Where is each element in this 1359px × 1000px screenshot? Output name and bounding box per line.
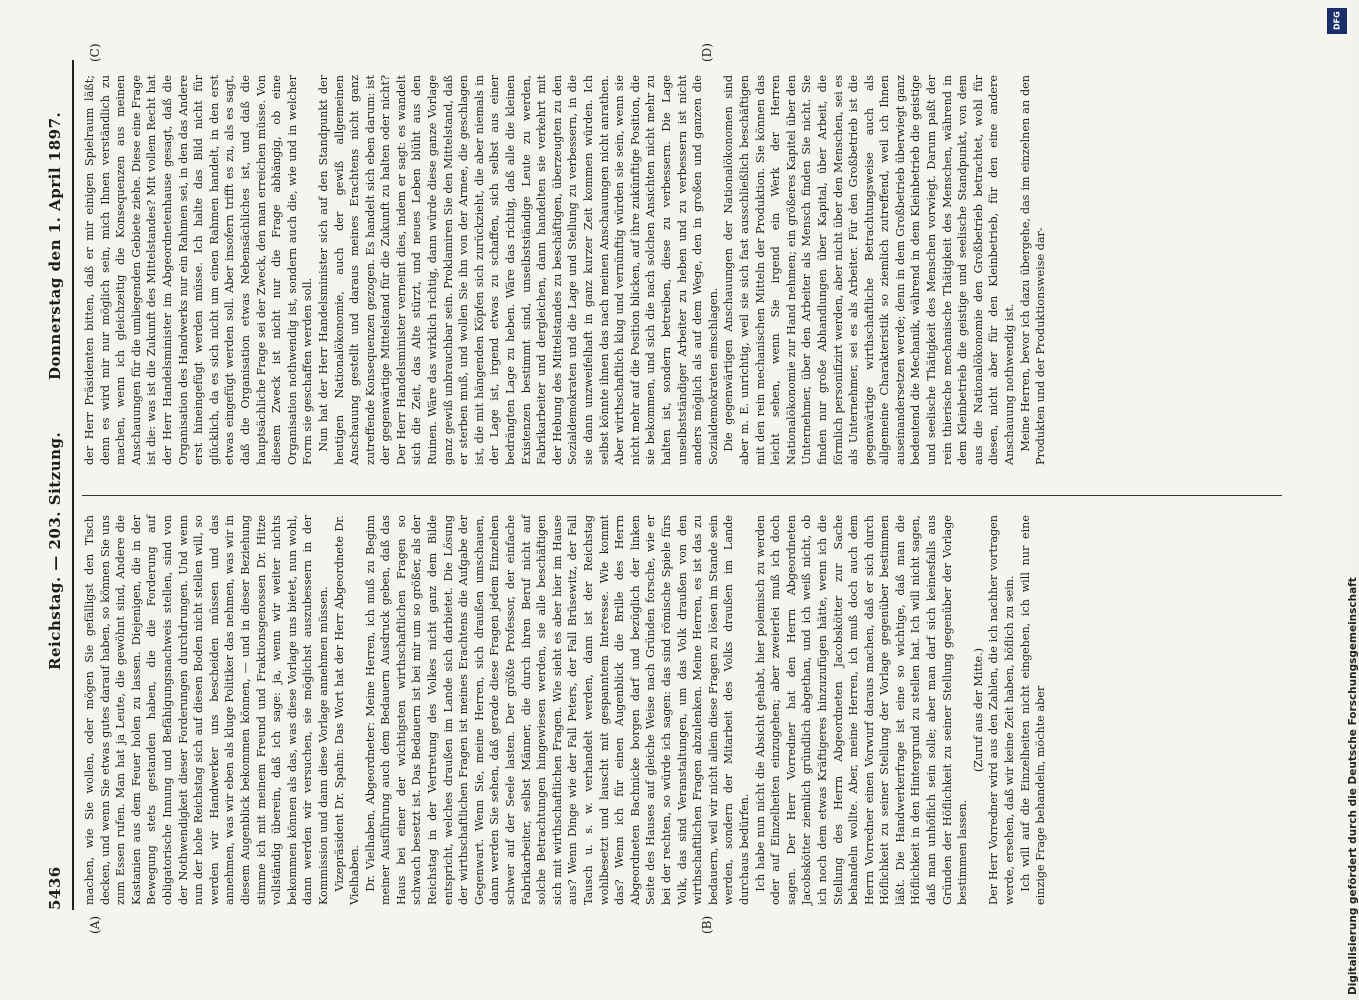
paragraph: Ich habe nun nicht die Absicht gehabt, hier polemisch zu werden oder auf Einzelheiten einzugehen; aber zweierlei muß ich doch sagen. Der Herr Vorredner hat den Herrn Abgeordneten Jacobskötter ziemlich gründlich abgethan, und ich weiß nicht, ob ich noch dem etwas Kräftigeres hinzuzufügen hätte, wenn ich die Stellung des Herrn Abgeordneten Jacobskötter zur Sache behandeln wollte. Aber, meine Herren, ich muß doch auch dem Herrn Vorredner einen Vorwurf daraus machen, daß er sich durch Höflichkeit zu seiner Stellung der Vorlage gegenüber bestimmen läßt. Die Handwerkerfrage ist eine so wichtige, daß man die Höflichkeit in den Hintergrund zu stellen hat. Ich will nicht sagen, daß man unhöflich sein solle; aber man darf sich keinesfalls aus Gründen der Höflichkeit zu seiner Stellung gegenüber der Vorlage bestimmen lassen.	[753, 515, 970, 905]
paragraph: der Herr Präsidenten bitten, daß er mir einigen Spielraum läßt; denn es wird mir nur möglich sein, mich Ihnen verständlich zu machen, wenn ich gleichzeitig die Konsequenzen aus meinen Anschauungen für die umliegenden Gebiete ziehe. Diese eine Frage ist die: was ist die Zukunft des Mittelstandes? Mit vollem Recht hat der Herr Handelsminister im Abgeordnetenhause gesagt, daß die Organisation des Handwerks nur ein Rahmen sei, in den das Andere erst hineingefügt werden müsse. Ich halte das Bild nicht für glücklich, da es sich nicht um einen Rahmen handelt, in den erst etwas eingefügt werden soll. Aber insofern trifft es zu, als es sagt, daß die Organisation etwas Nebensächliches ist, und daß die hauptsächliche Frage sei der Zweck, den man erreichen müsse. Von diesem Zweck ist nicht nur die Frage abhängig, ob eine Organisation nothwendig ist, sondern auch die, wie und in welcher Form sie geschaffen werden soll.	[83, 75, 315, 465]
paragraph: Die gegenwärtigen Anschauungen der Nationalökonomen sind aber m. E. unrichtig, weil sie sich fast ausschließlich beschäftigen mit den rein mechanischen Mitteln der Produktion. Sie können das leicht sehen, wenn Sie irgend ein Werk der Herren Nationalökonomie zur Hand nehmen; ein größeres Kapitel über den Unternehmer, über den Arbeiter als Mensch finden Sie nicht. Sie finden nur große Abhandlungen über Kapital, über Arbeit, die förmlich personifizirt werden, aber nicht über den Menschen, sei es als Unternehmer, sei es als Arbeiter. Für den Großbetrieb ist die gegenwärtige wirthschaftliche Betrachtungsweise auch als allgemeine Charakteristik so ziemlich zutreffend, weil ich Ihnen auseinandersetzen werde; denn in dem Großbetrieb überwiegt ganz bedeutend die Mechanik, während in dem Kleinbetrieb die geistige und seelische Thätigkeit des Menschen vorwiegt. Darum paßt der rein thierische mechanische Thätigkeit des Menschen, während in dem Kleinbetrieb die geistige und seelische Standpunkt, von dem aus die Nationalökonomie den Großbetrieb betrachtet, wohl für diesen, nicht aber für den Kleinbetrieb, für den eine andere Anschauung nothwendig ist.	[722, 75, 1017, 465]
speaker-intro: Vizepräsident Dr. Spahn: Das Wort hat der Herr Abgeordnete Dr. Vielhaben.	[332, 515, 362, 905]
page-header	[44, 60, 70, 940]
digitization-footer	[1323, 0, 1359, 1000]
session-date: Donnerstag den 1. April 1897.	[46, 111, 64, 380]
paragraph: Ich will auf die Einzelheiten nicht eingehen, ich will nur eine einzige Frage behandeln, möchte aber	[1018, 515, 1048, 905]
session-title: Reichstag. — 203. Sitzung.	[46, 431, 64, 670]
paragraph: Dr. Vielhaben, Abgeordneter: Meine Herren, ich muß zu Beginn meiner Ausführung auch dem Bedauern Ausdruck geben, daß das Haus bei einer der wichtigsten wirthschaftlichen Fragen so schwach besetzt ist. Das Bedauern ist bei mir um so größer, als der Reichstag in der Vertretung des Volkes nicht ganz dem Bilde entspricht, welches draußen im Lande sich darbietet. Die Lösung der wirthschaftlichen Fragen ist meines Erachtens die Aufgabe der Gegenwart. Wenn Sie, meine Herren, sich draußen umschauen, dann werden Sie sehen, daß gerade diese Fragen jedem Einzelnen schwer auf der Seele lasten. Der größte Professor, der einfache Fabrikarbeiter, selbst Männer, die durch ihren Beruf nicht auf solche Betrachtungen hingewiesen werden, sie alle beschäftigen sich mit wirthschaftlichen Fragen. Wie sieht es aber hier im Hause aus? Wenn Dinge wie der Fall Peters, der Fall Brüsewitz, der Fall Tausch u. s. w. verhandelt werden, dann ist der Reichstag wohlbesetzt und lauscht mit gespanntem Interesse. Wie kommt das? Wenn ich für einen Augenblick die Brille des Herrn Abgeordneten Bachnicke borgen darf und bezüglich der linken Seite des Hauses auf gleiche Weise nach Gründen forsche, wie er bei der rechten, so würde ich sagen: das sind römische Spiele fürs Volk, das sind Veranstaltungen, um das Volk draußen von den wirthschaftlichen Fragen abzulenken. Meine Herren, es ist das zu bedauern, weil wir nicht allein diese Fragen zu lösen im Stande sein werden, sondern der Mitarbeit des Volks draußen im Lande durchaus bedürfen.	[363, 515, 751, 905]
right-column	[82, 75, 1262, 465]
interjection: (Zuruf aus der Mitte.)	[971, 647, 985, 773]
dfg-logo-icon: DFG	[1327, 8, 1347, 34]
digitization-credit: Digitalisierung gefördert durch die Deutsche Forschungsgemeinschaft	[1347, 577, 1359, 995]
header-rule	[72, 60, 74, 910]
margin-letter-d: (D)	[700, 43, 714, 62]
paragraph: Meine Herren, bevor ich dazu übergehe, das im einzelnen an den Produkten und der Produktionsweise dar-	[1018, 75, 1048, 465]
paragraph: Nun hat der Herr Handelsminister sich auf den Standpunkt der heutigen Nationalökonomie, auch der gewiß allgemeinen Anschauung gestellt und daraus meines Erachtens nicht ganz zutreffende Konsequenzen gezogen. Es handelt sich eben darum: ist der gegenwärtige Mittelstand für die Zukunft zu halten oder nicht? Der Herr Handelsminister verneint dies, indem er sagt: es wandelt sich die Zeit, das Alte stürzt, und neues Leben blüht aus den Ruinen. Wäre das wirklich richtig, dann würde diese ganze Vorlage ganz gewiß unbrauchbar sein. Proklamiren Sie den Mittelstand, daß er sterben muß, und wollen Sie ihn von der Armee, die geschlagen ist, die mit hängenden Köpfen sich zurückzieht, die aber niemals in der Lage ist, irgend etwas zu schaffen, sich selbst aus einer bedrängten Lage zu heben. Wäre das richtig, daß alle die kleinen Existenzen bestimmt sind, unselbstständige Leute zu werden, Fabrikarbeiter und dergleichen, dann handelten sie verkehrt mit der Hebung des Mittelstandes zu beschäftigen, überzeugten zu den Sozialdemokraten und die Lage und Stellung zu verbessern, in die sie dann unzweifelhaft in ganz kurzer Zeit kommen würden. Ich selbst könnte ihnen das nach meinen Anschauungen nicht anrathen. Aber wirthschaftlich klug und vernünftig würden sie sein, wenn sie nicht mehr auf die Position blicken, auf ihre zukünftige Position, die sie bekommen, und sich die nach solchen Ansichten nicht mehr zu halten ist, sondern betreiben, diese zu verbessern. Die Lage unselbstständiger Arbeiter zu heben und zu verbessern ist nicht anders möglich als auf dem Wege, den in großen und ganzen die Sozialdemokraten einschlagen.	[316, 75, 720, 465]
page-number: 5436	[46, 866, 64, 910]
column-divider	[82, 495, 1282, 496]
left-column	[82, 515, 1262, 905]
margin-letter-a: (A)	[88, 915, 102, 934]
paragraph: machen, wie Sie wollen, oder mögen Sie gefälligst den Tisch decken, und wenn Sie etwas gutes darauf haben, so können Sie uns zum Essen rufen. Man hat ja Leute, die gewöhnt sind, Andere die Kastanien aus dem Feuer holen zu lassen. Diejenigen, die in der Bewegung stets gestanden haben, die die Forderung auf obligatorische Innung und Befähigungsnachweis stellen, sind von der Nothwendigkeit dieser Forderungen durchdrungen. Und wenn nun der hohe Reichstag sich auf diesen Boden nicht stellen will, so werden wir Handwerker uns bescheiden müssen und das annehmen, was wir eben als kluge Politiker das nehmen, was wir in diesem Augenblick bekommen können, — und in dieser Beziehung stimme ich mit meinem Freund und Fraktionsgenossen Dr. Hitze vollständig überein, daß ich sage: ja, wenn wir weiter nichts bekommen können als das, was diese Vorlage uns bietet, nun wohl, dann werden wir versuchen, sie möglichst auszubessern in der Kommission und dann diese Vorlage annehmen müssen.	[83, 515, 330, 905]
margin-letter-c: (C)	[88, 43, 102, 62]
paragraph: Der Herr Vorredner wird aus den Zahlen, die ich nachher vortragen werde, ersehen, daß wir keine Zeit haben, höflich zu sein.	[987, 515, 1017, 905]
margin-letter-b: (B)	[700, 915, 714, 934]
